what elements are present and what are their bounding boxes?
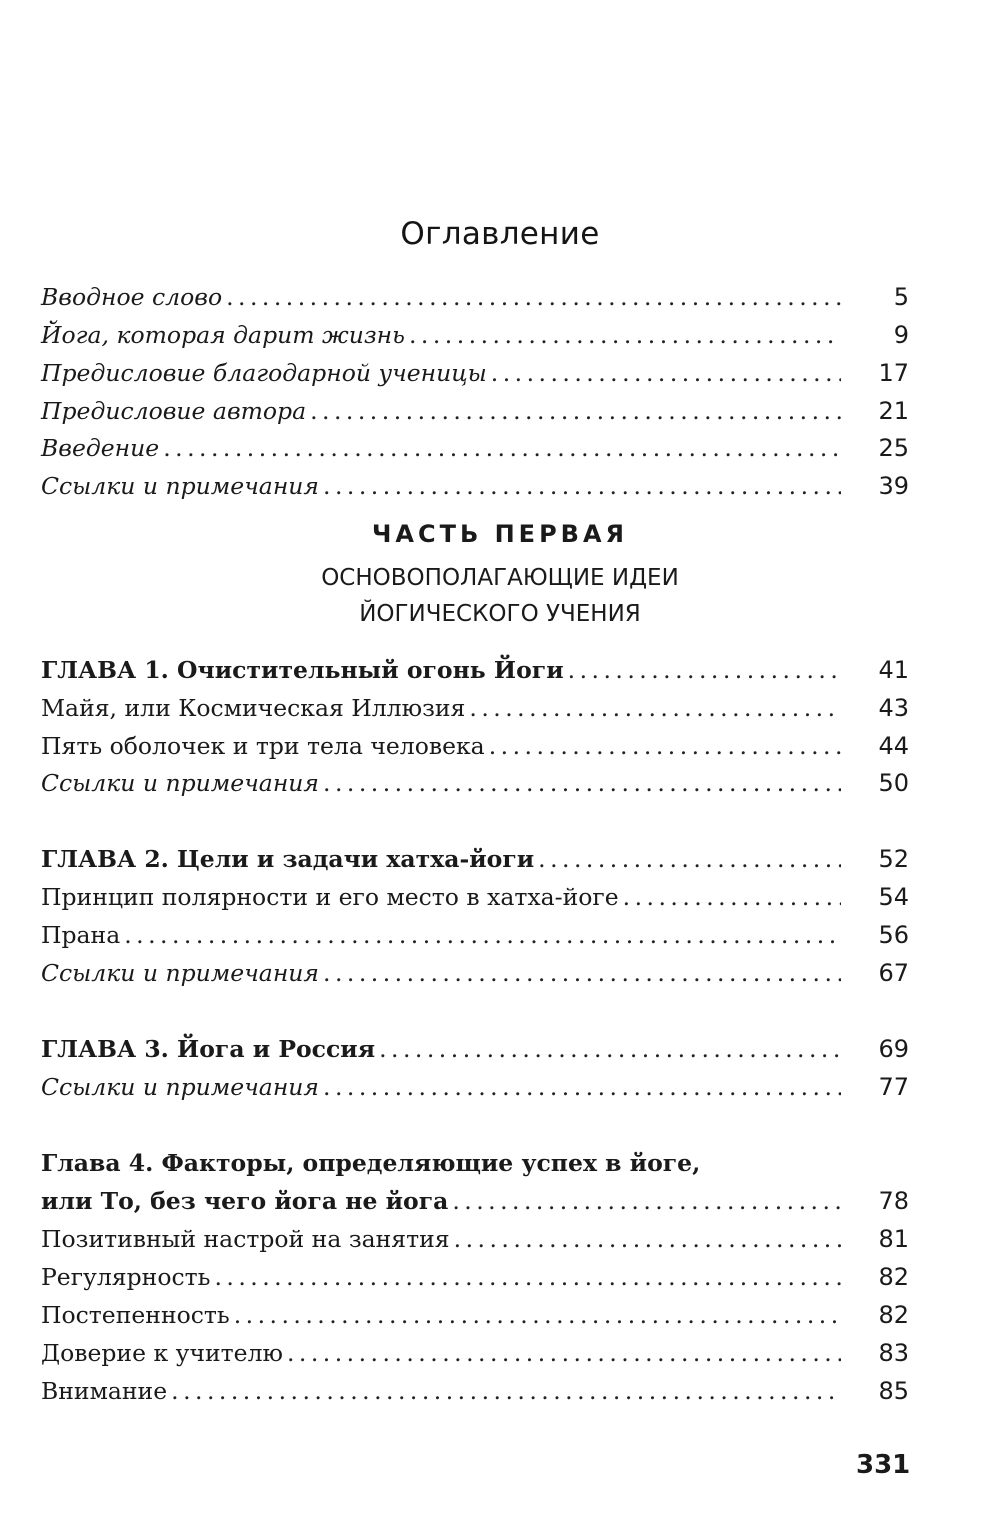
part-subtitle: ОСНОВОПОЛАГАЮЩИЕ ИДЕИ xyxy=(321,565,679,591)
toc-entry-page: 17 xyxy=(878,359,909,387)
chapter-title: ГЛАВА 1. Очистительный огонь Йоги xyxy=(41,656,564,684)
dot-leader xyxy=(489,727,841,765)
toc-entry-label: Предисловие благодарной ученицы xyxy=(41,359,487,387)
toc-entry[interactable] xyxy=(41,316,909,354)
dot-leader xyxy=(310,392,841,430)
dot-leader xyxy=(323,954,841,992)
dot-leader xyxy=(623,878,841,916)
toc-entry-page: 83 xyxy=(878,1339,909,1367)
chapter-page: 52 xyxy=(878,845,909,873)
dot-leader xyxy=(452,1182,841,1220)
toc-entry-label: Принцип полярности и его место в хатха-йоге xyxy=(41,883,619,911)
dot-leader xyxy=(568,651,841,689)
toc-entry-page: 82 xyxy=(878,1263,909,1291)
part-subtitle: ЙОГИЧЕСКОГО УЧЕНИЯ xyxy=(359,601,641,627)
toc-entry-label: Йога, которая дарит жизнь xyxy=(41,321,405,349)
toc-entry-label: Позитивный настрой на занятия xyxy=(41,1225,450,1253)
toc-entry-page: 43 xyxy=(878,694,909,722)
toc-entry-label: Постепенность xyxy=(41,1301,230,1329)
toc-entry-label: Введение xyxy=(41,434,160,462)
toc-entry-page: 50 xyxy=(878,769,909,797)
page-title: Оглавление xyxy=(400,216,600,252)
chapter-entry[interactable] xyxy=(41,840,909,878)
toc-entry[interactable] xyxy=(41,1220,909,1258)
dot-leader xyxy=(124,916,841,954)
dot-leader xyxy=(163,429,841,467)
toc-entry-label: Доверие к учителю xyxy=(41,1339,283,1367)
dot-leader xyxy=(171,1372,841,1410)
toc-entry-label: Ссылки и примечания xyxy=(41,1073,319,1101)
toc-entry-page: 5 xyxy=(893,283,909,311)
toc-entry-page: 9 xyxy=(893,321,909,349)
chapter-title: ГЛАВА 2. Цели и задачи хатха-йоги xyxy=(41,845,535,873)
chapter-title: ГЛАВА 3. Йога и Россия xyxy=(41,1035,376,1063)
toc-entry-page: 81 xyxy=(878,1225,909,1253)
toc-entry-page: 21 xyxy=(878,397,909,425)
toc-entry[interactable] xyxy=(41,689,909,727)
toc-entry[interactable] xyxy=(41,916,909,954)
dot-leader xyxy=(323,1068,841,1106)
chapter-entry[interactable] xyxy=(41,1030,909,1068)
dot-leader xyxy=(323,467,841,505)
toc-entry-label: Пять оболочек и три тела человека xyxy=(41,732,485,760)
toc-entry-label: Регулярность xyxy=(41,1263,211,1291)
toc-entry-page: 44 xyxy=(878,732,909,760)
toc-entry[interactable] xyxy=(41,1372,909,1410)
part-label: ЧАСТЬ ПЕРВАЯ xyxy=(371,520,629,548)
dot-leader xyxy=(323,764,841,802)
toc-entry-page: 39 xyxy=(878,472,909,500)
toc-entry[interactable] xyxy=(41,429,909,467)
toc-entry-label: Вводное слово xyxy=(41,283,223,311)
dot-leader xyxy=(454,1220,841,1258)
toc-entry[interactable] xyxy=(41,727,909,765)
toc-entry-page: 77 xyxy=(878,1073,909,1101)
chapter-entry[interactable] xyxy=(41,651,909,689)
chapter-entry[interactable] xyxy=(41,1182,909,1220)
toc-entry[interactable] xyxy=(41,1258,909,1296)
toc-entry-label: Предисловие автора xyxy=(41,397,307,425)
toc-entry-page: 54 xyxy=(878,883,909,911)
dot-leader xyxy=(287,1334,841,1372)
chapter-title: или То, без чего йога не йога xyxy=(41,1187,449,1215)
toc-entry[interactable] xyxy=(41,1334,909,1372)
toc-entry-label: Внимание xyxy=(41,1377,168,1405)
dot-leader xyxy=(234,1296,841,1334)
toc-entry-label: Прана xyxy=(41,921,121,949)
toc-entry[interactable] xyxy=(41,392,909,430)
dot-leader xyxy=(469,689,841,727)
toc-entry-page: 82 xyxy=(878,1301,909,1329)
toc-entry-label: Ссылки и примечания xyxy=(41,769,319,797)
toc-entry-page: 56 xyxy=(878,921,909,949)
page-number: 331 xyxy=(856,1450,911,1480)
toc-entry[interactable] xyxy=(41,878,909,916)
toc-entry-page: 85 xyxy=(878,1377,909,1405)
chapter-page: 41 xyxy=(878,656,909,684)
toc-entry[interactable] xyxy=(41,467,909,505)
toc-entry[interactable] xyxy=(41,278,909,316)
chapter-page: 69 xyxy=(878,1035,909,1063)
toc-entry-label: Ссылки и примечания xyxy=(41,959,319,987)
toc-entry-label: Ссылки и примечания xyxy=(41,472,319,500)
dot-leader xyxy=(214,1258,841,1296)
chapter-page: 78 xyxy=(878,1187,909,1215)
chapter-title-line[interactable]: Глава 4. Факторы, определяющие успех в йоге, xyxy=(41,1149,701,1177)
dot-leader xyxy=(538,840,841,878)
toc-entry-label: Майя, или Космическая Иллюзия xyxy=(41,694,466,722)
dot-leader xyxy=(226,278,841,316)
toc-entry-page: 25 xyxy=(878,434,909,462)
toc-entry[interactable] xyxy=(41,954,909,992)
toc-entry[interactable] xyxy=(41,1296,909,1334)
toc-entry[interactable] xyxy=(41,354,909,392)
toc-entry[interactable] xyxy=(41,764,909,802)
dot-leader xyxy=(379,1030,841,1068)
dot-leader xyxy=(409,316,841,354)
dot-leader xyxy=(491,354,841,392)
toc-entry[interactable] xyxy=(41,1068,909,1106)
toc-entry-page: 67 xyxy=(878,959,909,987)
